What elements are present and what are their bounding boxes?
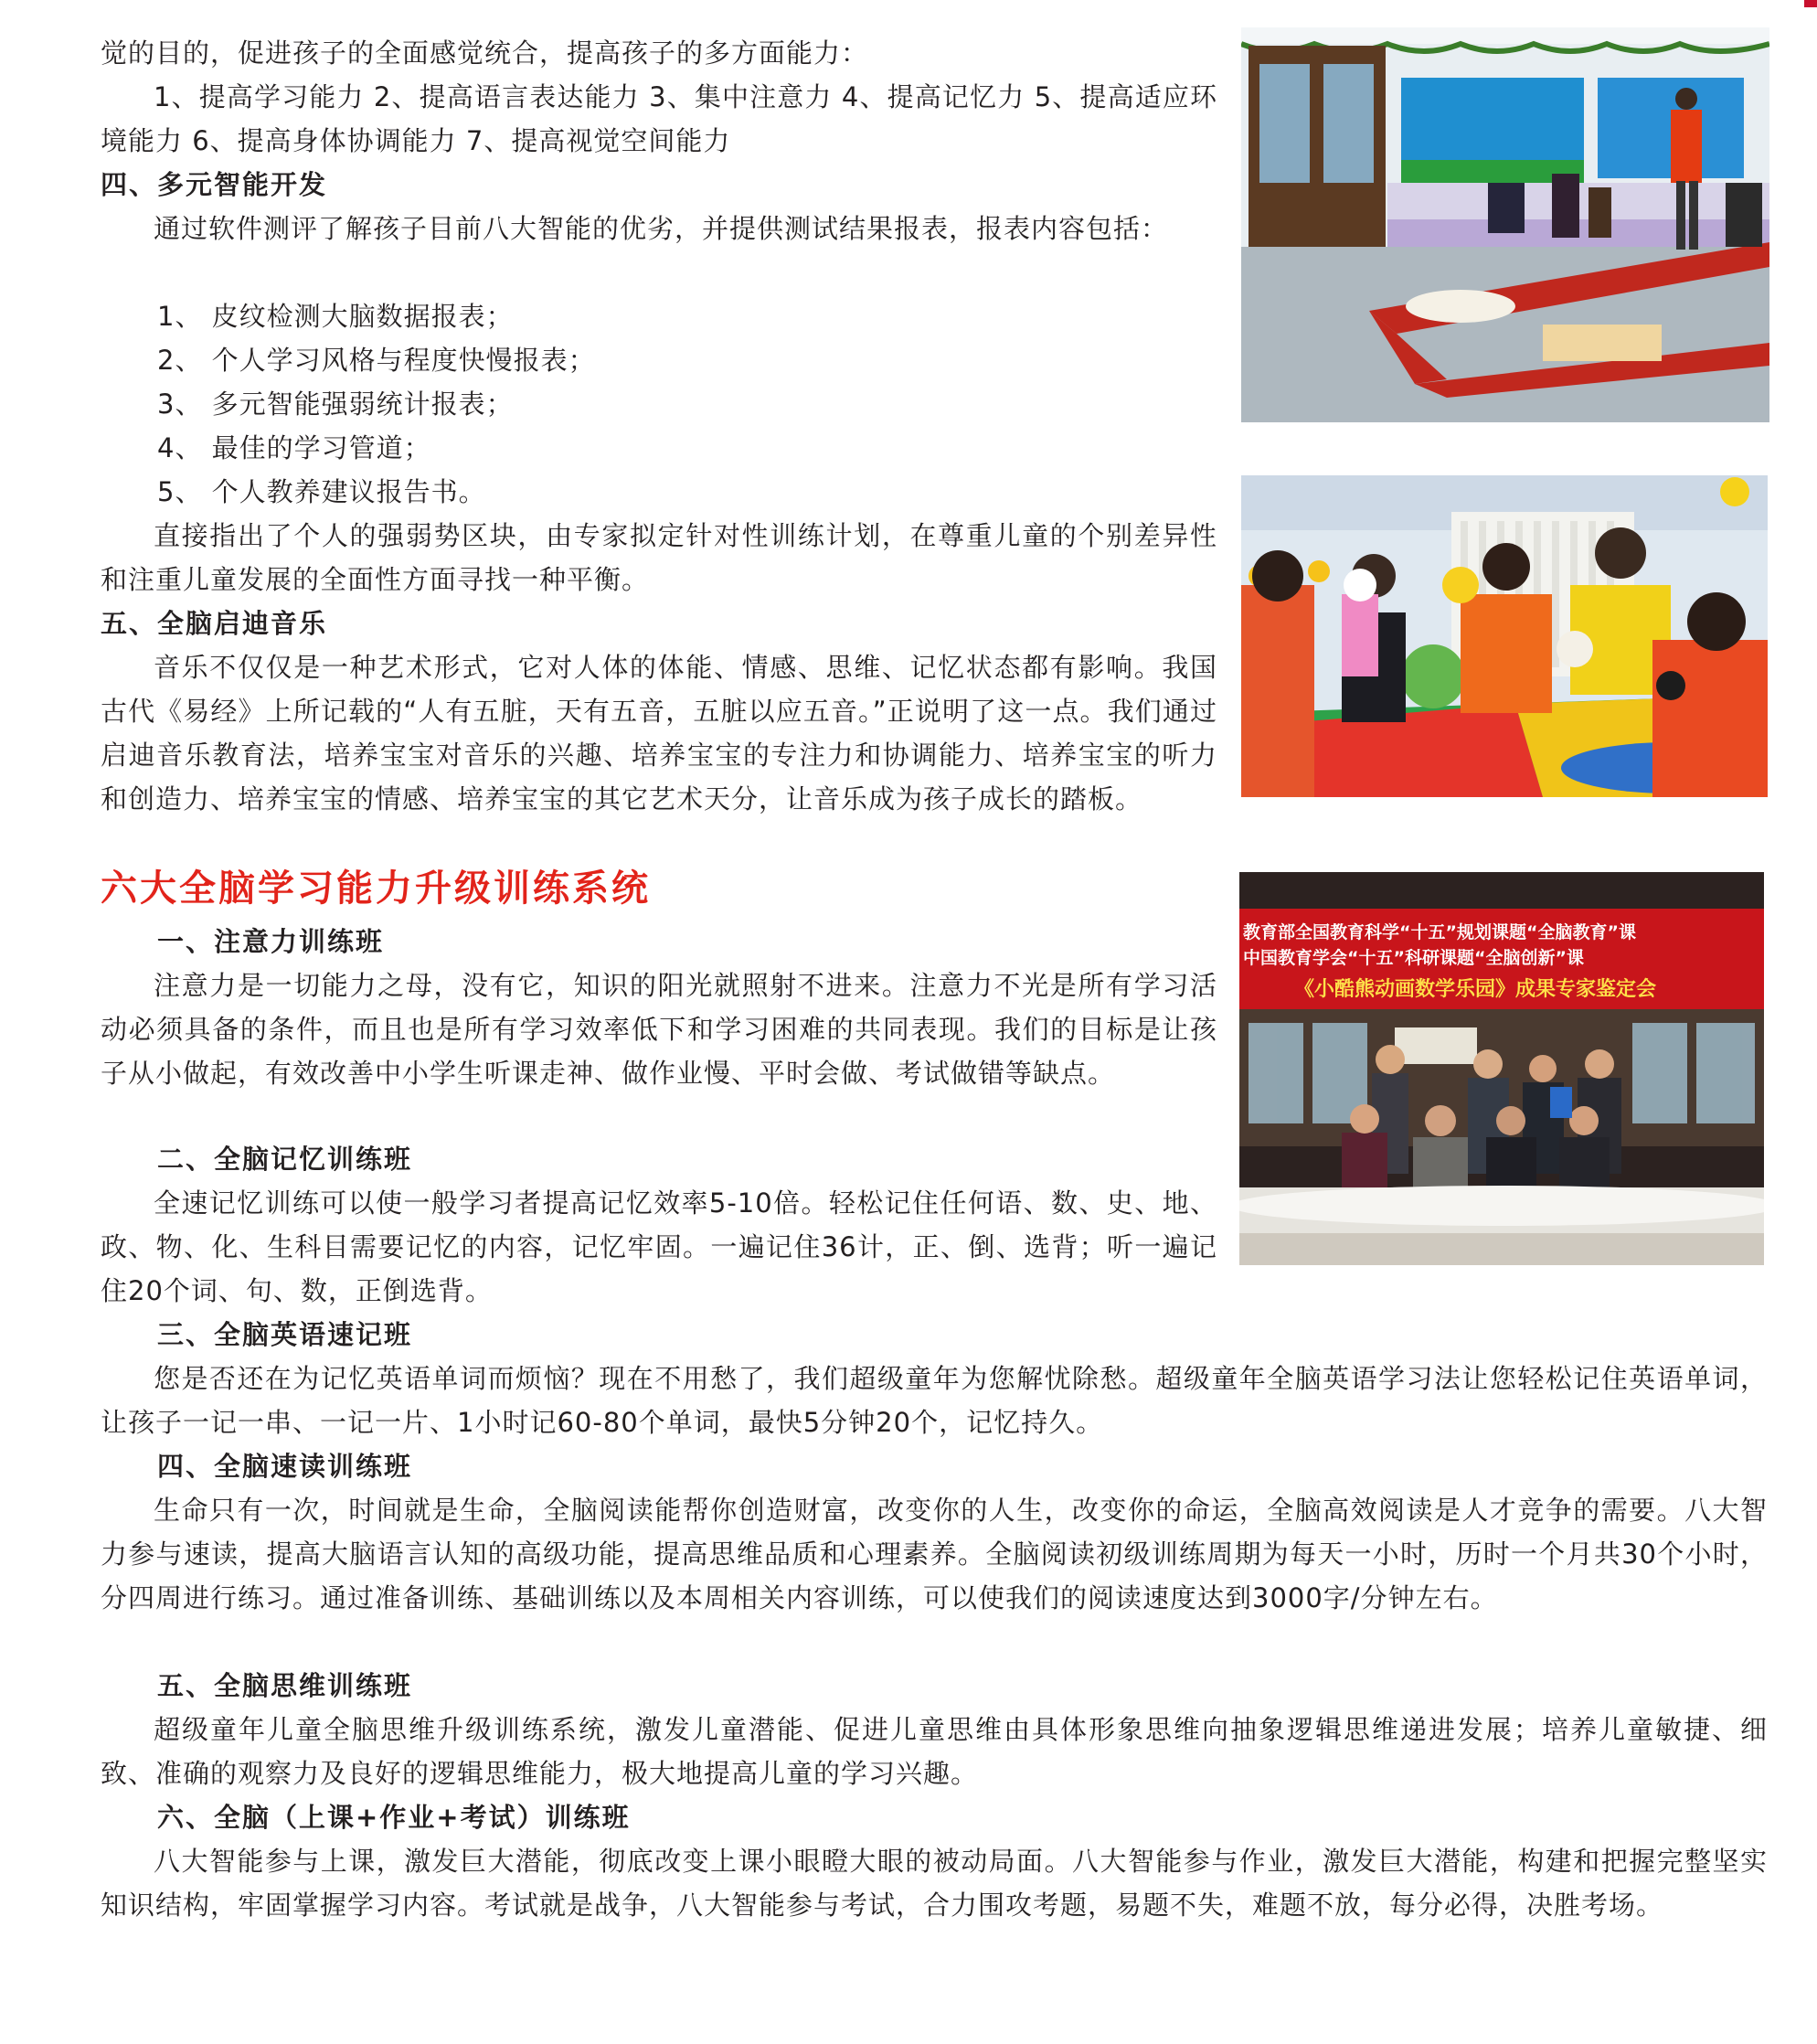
corner-mark xyxy=(1804,0,1817,7)
expert-meeting-photo xyxy=(1239,872,1764,1265)
section-body: 音乐不仅仅是一种艺术形式，它对人体的体能、情感、思维、记忆状态都有影响。我国古代《易经》上所记载的“人有五脏，天有五音，五脏以应五音。”正说明了这一点。我们通过启迪音乐教育法，培养宝宝对音乐的兴趣、培养宝宝的专注力和协调能力、培养宝宝的听力和创造力、培养宝宝的情感、培养宝宝的其它艺术天分，让音乐成为孩子成长的踏板。 xyxy=(101,652,1217,814)
section-heading: 五、全脑思维训练班 xyxy=(157,1670,413,1701)
banner-line: 中国教育学会“十五”科研课题“全脑创新”课 xyxy=(1243,948,1584,968)
section-body: 直接指出了个人的强弱势区块，由专家拟定针对性训练计划，在尊重儿童的个别差异性和注重儿童发展的全面性方面寻找一种平衡。 xyxy=(101,520,1217,595)
banner-line: 教育部全国教育科学“十五”规划课题“全脑教育”课 xyxy=(1243,922,1636,942)
classroom-photo xyxy=(1241,27,1769,422)
abilities-list: 1、提高学习能力 2、提高语言表达能力 3、集中注意力 4、提高记忆力 5、提高适应环境能力 6、提高身体协调能力 7、提高视觉空间能力 xyxy=(101,81,1217,156)
section-heading: 三、全脑英语速记班 xyxy=(157,1319,413,1350)
system-title: 六大全脑学习能力升级训练系统 xyxy=(101,868,651,910)
section-body: 全速记忆训练可以使一般学习者提高记忆效率5-10倍。轻松记住任何语、数、史、地、政、物、化、生科目需要记忆的内容，记忆牢固。一遍记住36计，正、倒、选背；听一遍记住20个词、句、数，正倒选背。 xyxy=(101,1187,1217,1306)
list-item: 5、 个人教养建议报告书。 xyxy=(157,476,486,507)
section-heading: 四、全脑速读训练班 xyxy=(157,1451,413,1482)
section-heading: 二、全脑记忆训练班 xyxy=(157,1144,413,1175)
banner-line: 《小酷熊动画数学乐园》成果专家鉴定会 xyxy=(1294,978,1657,1001)
section-body: 您是否还在为记忆英语单词而烦恼？现在不用愁了，我们超级童年为您解忧除愁。超级童年全脑英语学习法让您轻松记住英语单词，让孩子一记一串、一记一片、1小时记60-80个单词，最快5分钟20个，记忆持久。 xyxy=(101,1363,1768,1438)
section-heading: 一、注意力训练班 xyxy=(157,926,385,957)
section-body: 超级童年儿童全脑思维升级训练系统，激发儿童潜能、促进儿童思维由具体形象思维向抽象逻辑思维递进发展；培养儿童敏捷、细致、准确的观察力及良好的逻辑思维能力，极大地提高儿童的学习兴趣。 xyxy=(101,1714,1768,1789)
section-body: 生命只有一次，时间就是生命，全脑阅读能帮你创造财富，改变你的人生，改变你的命运，全脑高效阅读是人才竞争的需要。八大智力参与速读，提高大脑语言认知的高级功能，提高思维品质和心理素养。全脑阅读初级训练周期为每天一小时，历时一个月共30个小时，分四周进行练习。通过准备训练、基础训练以及本周相关内容训练，可以使我们的阅读速度达到3000字/分钟左右。 xyxy=(101,1495,1768,1613)
list-item: 3、 多元智能强弱统计报表； xyxy=(157,389,514,420)
puppet-activity-photo xyxy=(1241,475,1768,797)
section-heading: 五、全脑启迪音乐 xyxy=(101,608,328,639)
section-heading: 六、全脑（上课+作业+考试）训练班 xyxy=(157,1802,631,1833)
intro-line: 觉的目的，促进孩子的全面感觉统合，提高孩子的多方面能力： xyxy=(101,37,869,69)
list-item: 4、 最佳的学习管道； xyxy=(157,432,431,463)
section-heading: 四、多元智能开发 xyxy=(101,169,328,200)
list-item: 1、 皮纹检测大脑数据报表； xyxy=(157,301,514,332)
section-body: 八大智能参与上课，激发巨大潜能，彻底改变上课小眼瞪大眼的被动局面。八大智能参与作业，激发巨大潜能，构建和把握完整坚实知识结构，牢固掌握学习内容。考试就是战争，八大智能参与考试，合力围攻考题，易题不失，难题不放，每分必得，决胜考场。 xyxy=(101,1846,1768,1921)
list-item: 2、 个人学习风格与程度快慢报表； xyxy=(157,345,596,376)
section-body: 通过软件测评了解孩子目前八大智能的优劣，并提供测试结果报表，报表内容包括： xyxy=(154,213,1169,244)
section-body: 注意力是一切能力之母，没有它，知识的阳光就照射不进来。注意力不光是所有学习活动必须具备的条件，而且也是所有学习效率低下和学习困难的共同表现。我们的目标是让孩子从小做起，有效改善中小学生听课走神、做作业慢、平时会做、考试做错等缺点。 xyxy=(101,970,1217,1089)
